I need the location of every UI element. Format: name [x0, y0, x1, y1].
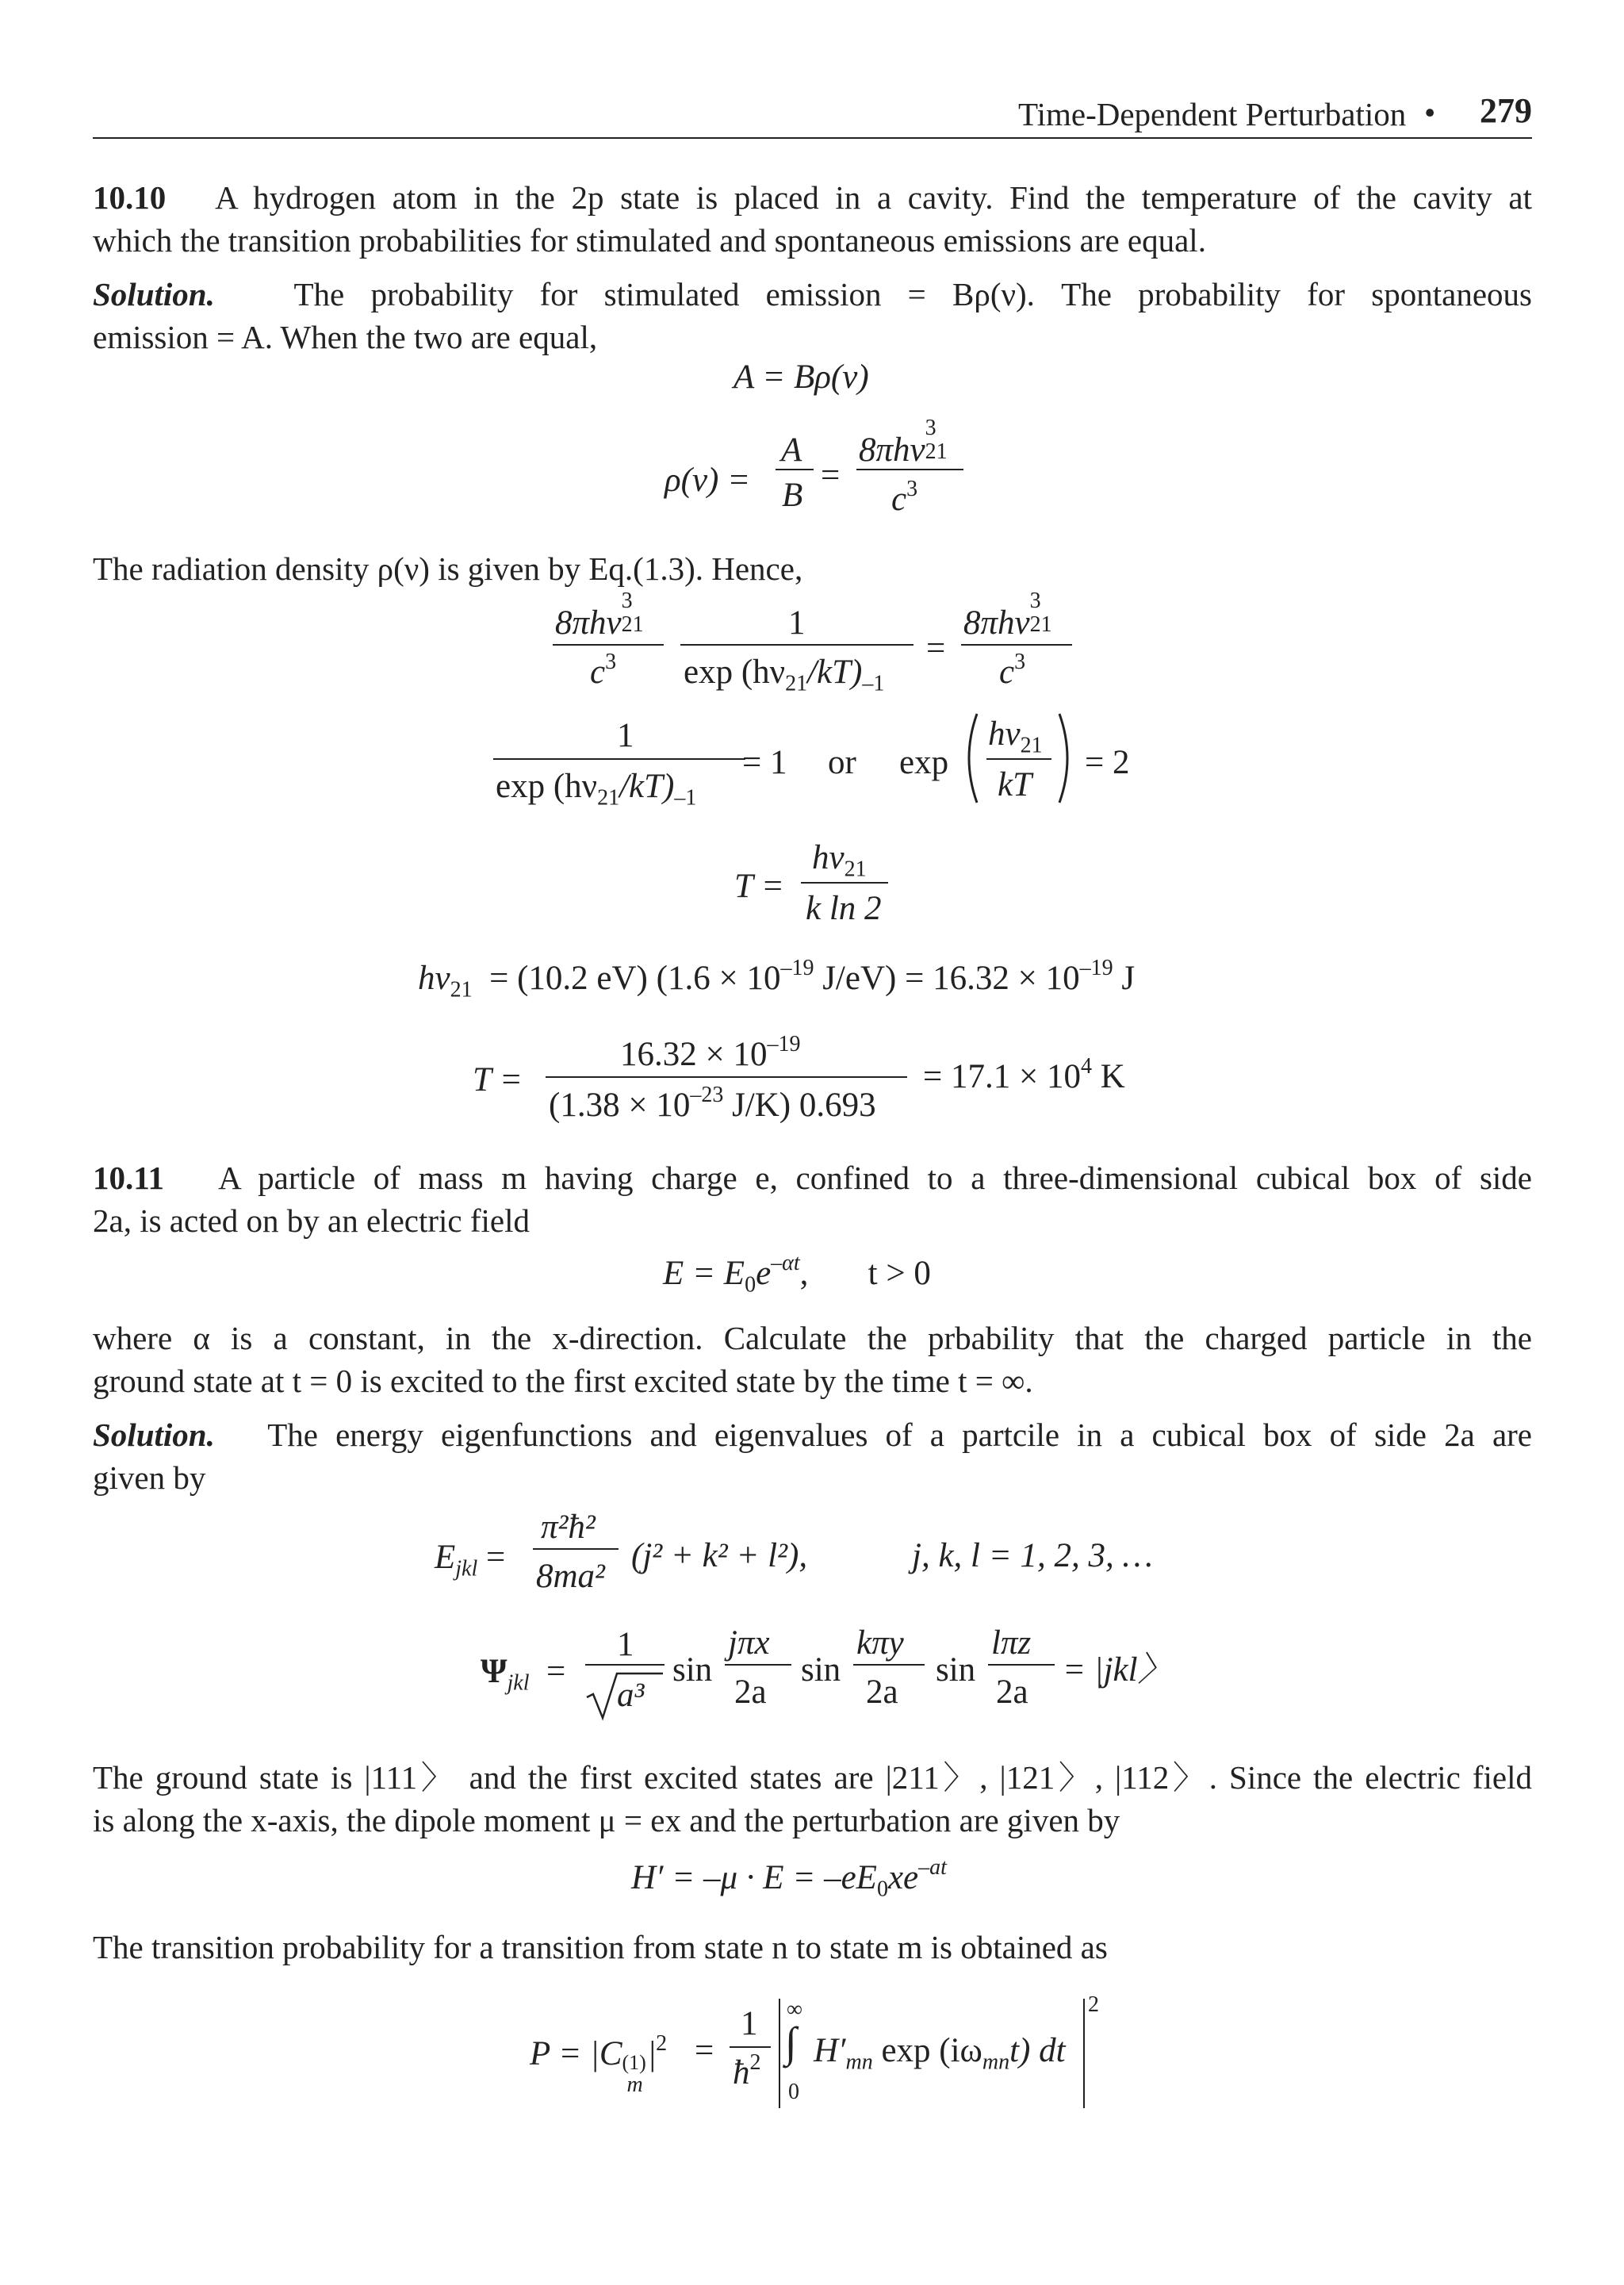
- right-paren: [1055, 711, 1078, 806]
- statement-text: A hydrogen atom in the 2p state is placed in a cavity. Find the temperature of the cavity at: [215, 179, 1532, 216]
- frac-numerator: 1: [617, 717, 634, 754]
- fraction-bar: [585, 1664, 665, 1666]
- statement-line: which the transition probabilities for stimulated and spontaneous emissions are equal.: [93, 222, 1206, 259]
- frac-denominator: $\exp (h\nu_{21}/kT)_{-1}$: [496, 768, 697, 811]
- fraction-bar: [801, 882, 888, 884]
- frac-numerator: $16.32 \times 10^{-19}$: [620, 1032, 801, 1073]
- fraction-bar: [725, 1664, 791, 1666]
- frac-denominator: 8ma²: [536, 1558, 605, 1595]
- integrand: $H'_{mn}$ $\exp (i\omega_{mn}t)$ dt: [814, 2032, 1066, 2075]
- solution-line: [93, 273, 1532, 316]
- frac-denominator: B: [782, 477, 803, 514]
- frac-denominator: ($1.38 \times 10^{-23}$ J/K) 0.693: [549, 1083, 876, 1124]
- energy-paren: (j² + k² + l²),: [631, 1537, 808, 1574]
- equation-perturbation: $H' = -\mu \cdot E = -eE_0xe^{-at}$: [631, 1855, 947, 1902]
- fraction-bar: [961, 644, 1072, 646]
- frac-numerator: π²ħ²: [541, 1509, 596, 1546]
- frac-numerator: jπx: [728, 1624, 770, 1662]
- problem-10-11-statement: [93, 1156, 1532, 1242]
- equation-electric-field: $E = E_0e^{-\alpha t}$, t > 0: [663, 1251, 931, 1298]
- frac-numerator: 8πhν 3 21: [859, 416, 948, 469]
- frac-numerator: $h\nu_{21}$: [988, 715, 1043, 758]
- statement-line: 2a, is acted on by an electric field: [93, 1202, 530, 1239]
- statement-line: [93, 1156, 1532, 1199]
- ground-state-text: The ground state is |111〉 and the first excited states are |211〉, |121〉, |112〉. Since the electric field is along the x-axis, the dipole moment μ = ex and the perturbation are given by: [93, 1759, 1532, 1838]
- solution-text: The probability for stimulated emission = Bρ(ν). The probability for spontaneous: [293, 276, 1532, 312]
- problem-number: 10.11: [93, 1160, 164, 1196]
- solution-line: [93, 1413, 1532, 1456]
- frac-denominator: 2a: [996, 1673, 1028, 1711]
- problem-10-11-where: where α is a constant, in the x-direction. Calculate the prbability that the charged particle in the ground state at t = 0 is excited to the first excited state by the time t = ∞.: [93, 1320, 1532, 1399]
- frac-numerator: 1: [617, 1626, 634, 1663]
- exp-word: exp: [899, 744, 949, 781]
- frac-numerator: A: [781, 431, 802, 469]
- frac-numerator: $h\nu_{21}$: [812, 839, 867, 882]
- solution-label: Solution.: [93, 1417, 215, 1453]
- frac-denominator: 2a: [734, 1673, 767, 1711]
- frac-denominator: $\exp (h\nu_{21}/kT)_{-1}$: [684, 654, 885, 696]
- sine-word: sin: [672, 1651, 713, 1689]
- abs-bar-right: [1083, 1999, 1085, 2108]
- equation-p-lhs: P = |C (1) m $|^2$: [530, 2031, 668, 2097]
- problem-number: 10.10: [93, 179, 167, 216]
- fraction-bar: [986, 758, 1051, 760]
- problem-10-10-statement: [93, 176, 1532, 262]
- frac-denominator: $ħ^2$: [733, 2050, 761, 2091]
- lower-limit: 0: [788, 2080, 799, 2104]
- fraction-bar: [493, 758, 745, 760]
- frac-denominator: kT: [998, 766, 1032, 803]
- frac-denominator: k ln 2: [806, 890, 882, 927]
- equals-sign: =: [926, 630, 946, 667]
- fraction-bar: [553, 644, 664, 646]
- statement-line: [93, 176, 1532, 219]
- solution-label: Solution.: [93, 276, 215, 312]
- solution-text: The energy eigenfunctions and eigenvalues of a partcile in a cubical box of side 2a are: [267, 1417, 1532, 1453]
- radiation-density-text: The radiation density ρ(ν) is given by Eq.(1.3). Hence,: [93, 550, 803, 587]
- problem-10-10-solution: [93, 273, 1532, 358]
- fraction-bar: [730, 2046, 771, 2048]
- frac-numerator: 8πhν 3 21: [963, 589, 1052, 642]
- abs-bar-left: [779, 1999, 780, 2108]
- fraction-bar: [856, 469, 963, 470]
- fraction-bar: [776, 469, 814, 470]
- frac-denominator: $c^3$: [590, 650, 617, 691]
- solution-line: given by: [93, 1459, 206, 1496]
- sine-word: sin: [801, 1651, 841, 1689]
- equation-t-lhs: T =: [734, 868, 784, 905]
- equals-two: = 2: [1085, 744, 1130, 781]
- fraction-bar: [533, 1548, 619, 1550]
- sine-word: sin: [936, 1651, 976, 1689]
- fraction-bar: [853, 1664, 925, 1666]
- equation-psi-lhs: $\Psi_{jkl}$ =: [481, 1653, 566, 1696]
- frac-denominator: a³: [617, 1677, 645, 1714]
- page-number: 279: [1480, 91, 1532, 130]
- psi-ket: = |jkl〉: [1063, 1651, 1172, 1689]
- energy-condition: j, k, l = 1, 2, 3, …: [912, 1537, 1153, 1574]
- equals-sign: =: [821, 457, 841, 494]
- fraction-bar: [988, 1664, 1055, 1666]
- frac-denominator: $c^3$: [891, 477, 918, 518]
- frac-numerator: kπy: [856, 1624, 904, 1662]
- upper-limit: ∞: [787, 1997, 802, 2022]
- integral-sign: ∫: [785, 2019, 797, 2066]
- frac-numerator: 1: [741, 2005, 758, 2042]
- equation-a-equals-b-rho: A = Bρ(ν): [733, 358, 869, 396]
- equals-sign: =: [695, 2032, 714, 2069]
- left-paren: [958, 711, 982, 806]
- header-rule: [93, 137, 1532, 139]
- problem-10-11-solution: [93, 1413, 1532, 1499]
- fraction-bar: [546, 1076, 907, 1078]
- header-bullet: •: [1424, 94, 1436, 131]
- frac-denominator: $c^3$: [999, 650, 1026, 691]
- square-exponent: 2: [1088, 1992, 1099, 2017]
- equation-h-nu: $h\nu_{21} = (10.2$ eV) ($1.6 \times 10^{-19}$ $J/eV) = 16.32 \times 10^{-19}$ J: [418, 956, 1136, 1003]
- equals-one: = 1: [742, 744, 787, 781]
- frac-numerator: lπz: [991, 1624, 1032, 1662]
- frac-denominator: 2a: [866, 1673, 898, 1711]
- equation-t-result: = $17.1 \times 10^4$ K: [923, 1054, 1125, 1095]
- equation-t-value-lhs: T =: [473, 1061, 523, 1098]
- equation-energy-lhs: $E_{jkl}$ =: [435, 1539, 506, 1581]
- solution-line: emission = A. When the two are equal,: [93, 319, 598, 355]
- frac-numerator: 8πhν 3 21: [555, 589, 644, 642]
- statement-text: A particle of mass m having charge e, confined to a three-dimensional cubical box of side: [218, 1160, 1533, 1196]
- fraction-bar: [680, 644, 914, 646]
- running-title: Time-Dependent Perturbation: [1018, 96, 1407, 132]
- frac-numerator: 1: [788, 604, 806, 642]
- or-word: or: [828, 744, 856, 781]
- equation-rho-lhs: ρ(ν) =: [665, 462, 751, 499]
- transition-text: The transition probability for a transition from state n to state m is obtained as: [93, 1929, 1108, 1965]
